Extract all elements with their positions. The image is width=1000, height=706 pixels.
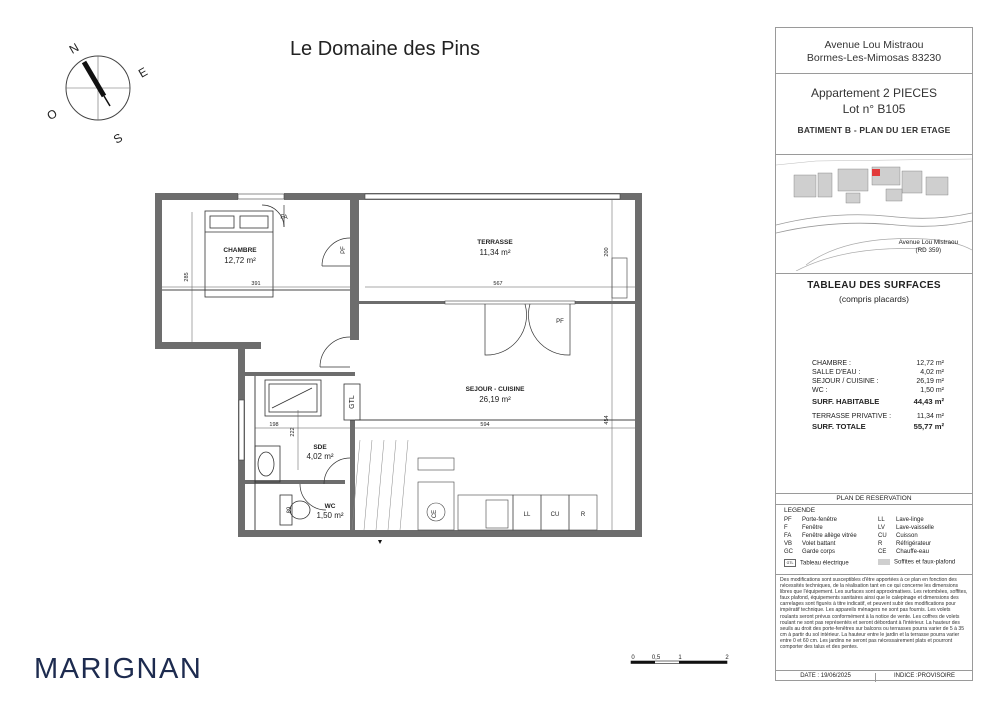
wc-dim-label: 89 [287,506,293,514]
legend-text: Lave-linge [896,517,924,523]
dim-222: 222 [290,427,296,437]
entrance-arrow-icon [378,540,382,544]
dim-200: 200 [604,247,610,257]
surface-label: CHAMBRE : [812,360,851,367]
scale-tick-2: 2 [725,655,729,661]
legend-item [878,533,918,541]
surface-label: SURF. HABITABLE [812,397,880,406]
surface-row-total-habitable [812,397,944,407]
legend-code: LV [878,525,885,531]
address-line1: Avenue Lou Mistraou [824,39,924,51]
surface-value: 26,19 m² [916,378,944,385]
marignan-logo: MARIGNAN [34,653,203,685]
compass-icon [66,56,130,120]
legend-code: VB [784,541,793,547]
room-terrasse-name: TERRASSE [477,239,513,246]
pf-label-living: PF [556,319,564,325]
legend-code: CE [878,549,887,555]
gtl-swatch-icon: GTL [784,559,796,567]
plan-reservation-title: PLAN DE RESERVATION [776,493,972,503]
entrance-hatching [352,440,408,530]
exterior-walls [155,193,642,537]
legend-item [878,541,931,549]
location-map [776,154,972,272]
legend-text: Chauffe-eau [896,549,929,555]
map-road-label-line1: Avenue Lou Mistraou [898,239,958,246]
legend-code: R [878,541,883,547]
surface-row-total [812,422,944,432]
room-sejour-name: SEJOUR - CUISINE [465,386,525,393]
surface-value: 4,02 m² [920,369,944,376]
compass-west-label: O [44,106,60,123]
room-sde-area: 4,02 m² [306,452,334,461]
surface-value: 55,77 m² [913,422,944,431]
surface-label: SALLE D'EAU : [812,369,861,376]
room-chambre-name: CHAMBRE [223,247,257,254]
legend-text: Soffites et faux-plafond [894,559,956,566]
legend-item-soffites [878,559,955,567]
plan-index: INDICE :PROVISOIRE [893,673,955,679]
legend-text: Fenêtre [802,525,823,531]
surface-label: WC : [812,387,828,394]
address-line2: Bormes-Les-Mimosas 83230 [806,52,942,64]
dim-454: 454 [604,415,610,425]
map-road-label-line2: (RD 359) [915,247,942,254]
room-wc-name: WC [324,503,336,510]
apartment-block [776,73,972,153]
legend-item [784,549,835,557]
plan-date: DATE : 19/06/2025 [776,673,876,682]
pf-label-bedroom: PF [341,246,347,254]
ll-label: LL [523,512,531,518]
legend-code: F [784,525,788,531]
disclaimer-note: Des modifications sont susceptibles d'être apportées à ce plan en fonction des nécessités techniques, de la réalisation tant en ce qui concerne les dimensions libres que l'équipement. Les surfaces sont approximatives. Les retombées, soffites, faux plafond, équipements sanitaires ainsi que le calepinage et dimensions des carrelages sont figurés à titre indicatif, et peuvent subir des modifications pour impératif technique. Les appareils ménagers ne sont pas fournis. Les volets roulants seront prévus conformément à la notice de vente. Les coffres de volets roulant ne sont pas représentés et seront débordant à l'intérieur. La hauteur des seuils au droit des porte-fenêtres sur balcons ou terrasses pourra varier de 5 à 35 cm à partir du sol intérieur. La hauteur entre le jardin et la terrasse pourra varier entre 0 et 60 cm. Les jardins ne seront pas nécessairement plats et pourront comporter des talus et des pentes. [776,574,972,670]
surface-label: TERRASSE PRIVATIVE : [812,413,892,420]
legend-item [784,533,857,541]
door-swings [262,205,570,510]
map-road-label [899,239,958,255]
legend-text: Cuisson [896,533,918,539]
page-title: Le Domaine des Pins [289,38,481,60]
apartment-type: Appartement 2 PIECES [810,86,938,100]
surface-value: 1,50 m² [920,387,944,394]
legend-item [878,525,934,533]
interior-partitions [162,290,635,530]
legend-text: Lave-vaisselle [896,525,935,531]
dim-594: 594 [480,422,490,428]
legend-item [784,541,835,549]
legend-item [784,517,837,525]
legend-text: Fenêtre allège vitrée [802,533,857,539]
room-sde-name: SDE [313,444,327,451]
surface-value: 44,43 m² [913,397,944,406]
compass-east-label: E [136,64,150,81]
bed-icon [205,211,273,297]
legend-code: GC [784,549,793,555]
washbasin-icon [255,446,280,482]
legend-text: Tableau électrique [800,560,849,567]
legend-item [878,549,929,557]
dim-567: 567 [493,281,503,287]
legend-code: PF [784,517,792,523]
building-floor: BATIMENT B - PLAN DU 1ER ETAGE [797,125,951,135]
legend [776,504,972,574]
kitchen-counter [418,458,597,530]
shower-icon [265,380,321,416]
surface-value: 11,34 m² [916,413,944,420]
room-chambre-area: 12,72 m² [224,256,256,265]
room-sejour-area: 26,19 m² [479,395,511,404]
legend-item-gtl [784,559,849,567]
lot-number: Lot n° B105 [842,102,906,116]
cu-label: CU [550,512,560,518]
terrace-bench [612,258,627,298]
legend-code: LL [878,517,885,523]
dim-198: 198 [269,422,279,428]
room-wc-area: 1,50 m² [316,511,344,520]
legend-text: Réfrigérateur [896,541,932,547]
legend-code: CU [878,533,887,539]
footer [776,670,972,681]
address-block [776,28,972,72]
legend-text: Garde corps [802,549,836,555]
legend-text: Porte-fenêtre [802,517,838,523]
legend-item [784,525,823,533]
scale-tick-1: 1 [678,655,682,661]
dim-391: 391 [251,281,261,287]
soffites-swatch-icon [878,559,890,565]
surfaces-subtitle: (compris placards) [839,294,909,304]
surfaces-table [776,273,972,493]
gtl-label: GTL [349,395,356,409]
scale-bar [631,661,727,664]
compass-south-label: S [111,130,125,147]
surfaces-title: TABLEAU DES SURFACES [807,280,941,291]
scale-tick-0: 0 [631,655,635,661]
room-terrasse-area: 11,34 m² [479,248,511,257]
ce-label: CE [432,509,438,519]
fa-label: FA [280,215,288,221]
legend-text: Volet battant [802,541,836,547]
surface-label: SEJOUR / CUISINE : [812,378,879,385]
info-panel [775,27,973,681]
surface-value: 12,72 m² [916,360,944,367]
dim-285: 285 [184,272,190,282]
legend-item [878,517,924,525]
r-label: R [580,512,586,518]
surface-label: SURF. TOTALE [812,422,866,431]
legend-code: FA [784,533,792,539]
compass-north-label: N [66,40,82,57]
surface-row [812,387,944,397]
legend-title: LEGENDE [784,507,816,514]
scale-tick-05: 0,5 [651,655,661,661]
